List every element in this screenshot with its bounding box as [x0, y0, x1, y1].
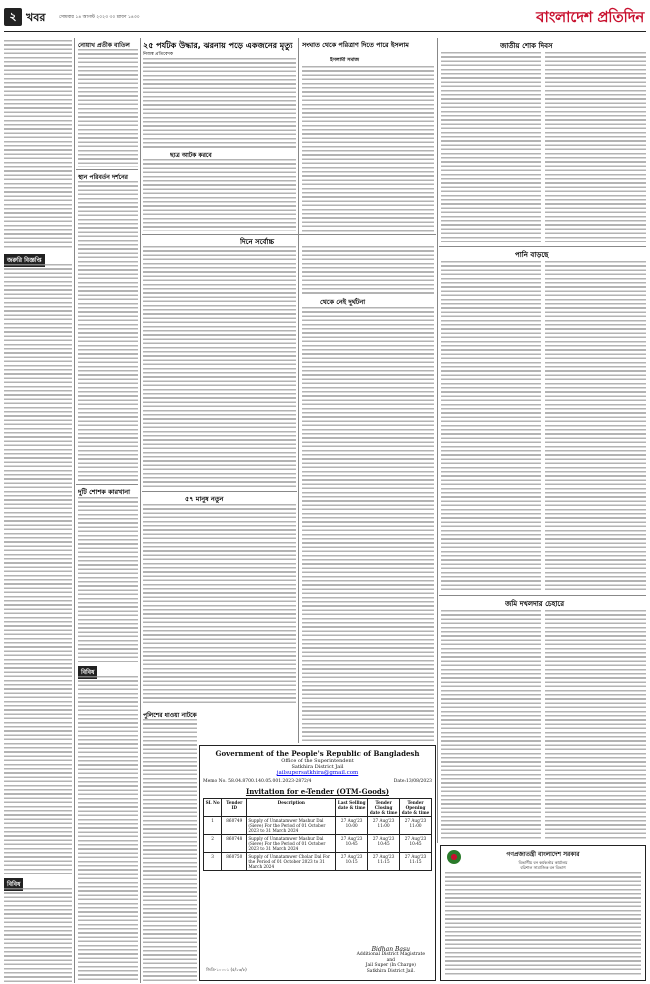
left-top-headline: নোয়াখ প্রতীক বাতিল — [78, 42, 130, 49]
left-top-story — [78, 49, 138, 167]
cell-opening: 27 Aug'23 10:45 — [400, 835, 432, 853]
cell-last-selling: 27 Aug'23 10:15 — [336, 853, 368, 871]
story-divider — [142, 234, 436, 235]
dengue-story — [302, 307, 434, 742]
cell-opening: 27 Aug'23 11:15 — [400, 853, 432, 871]
main-byline: নিজস্ব প্রতিবেদক — [143, 52, 174, 57]
col-tender-id: Tender ID — [222, 799, 247, 817]
table-row — [204, 817, 432, 835]
cathedral-headline: ছাত্র আটক করবে — [170, 152, 212, 159]
tender-table — [203, 798, 432, 871]
story-divider — [76, 484, 138, 485]
center-top-subhead: ইসলামী সমাজ — [330, 57, 360, 63]
sign-role-2: Jail Super (In Charge) — [365, 963, 416, 968]
column-rule — [74, 38, 75, 983]
story-divider — [439, 246, 646, 247]
gov-ad-title: গণপ্রজাতন্ত্রী বাংলাদেশ সরকার — [506, 851, 580, 858]
land-headline: জমি দখলদার চেহারে — [505, 600, 565, 608]
cell-sl: 2 — [204, 835, 222, 853]
ad-date: Date:13/08/2023 — [393, 779, 432, 784]
classifieds-block-2 — [4, 264, 72, 874]
land-story-b — [545, 610, 646, 840]
cell-last-selling: 27 Aug'23 10:45 — [336, 835, 368, 853]
column-rule — [437, 38, 438, 843]
cell-tender-id: 860749 — [222, 817, 247, 835]
ad-title: Invitation for e-Tender (OTM-Goods) — [245, 787, 390, 796]
story-divider — [142, 491, 297, 492]
newspaper-logo — [536, 6, 644, 30]
cell-sl: 1 — [204, 817, 222, 835]
left-mid-story — [78, 497, 138, 662]
misc-tab-2: বিবিধ — [78, 666, 97, 679]
table-row — [204, 835, 432, 853]
right-top-story-a — [441, 52, 541, 242]
tender-table-header — [204, 799, 432, 817]
ad-email-link[interactable]: jailsupersatkhira@gmail.com — [276, 770, 359, 776]
right-top-headline: জাতীয় শোক দিবস — [500, 42, 553, 50]
column-rule — [298, 38, 299, 743]
cathedral-story — [143, 159, 296, 231]
misc-block — [78, 676, 138, 982]
sign-role-1: and — [386, 957, 396, 963]
ad-signature-block — [357, 947, 425, 975]
column-rule — [140, 38, 141, 983]
masthead — [4, 6, 646, 32]
police-story — [143, 719, 197, 981]
ad-memo-row — [203, 779, 432, 784]
classified-tab: জরুরি বিজ্ঞপ্তি — [4, 254, 45, 267]
cell-description: Supply of Unnatamwer Cholar Dal For the Period of 01 October 2023 to 31 March 2024 — [247, 853, 336, 871]
ad-memo-number: Memo No. 58.04.8700.140.05.001.2023-2872/4 — [203, 779, 312, 784]
dengue-headline: থেকে নেই দুর্ঘটনা — [320, 298, 366, 306]
ad-jail: Satkhira District Jail — [291, 764, 344, 770]
classifieds-block-1 — [4, 40, 72, 250]
cell-last-selling: 27 Aug'23 10:00 — [336, 817, 368, 835]
fire-headline: স্থান পরিবর্তন দর্শনের — [78, 174, 128, 181]
ad-government: Government of the People's Republic of Bangladesh — [215, 749, 420, 758]
tender-advertisement — [199, 745, 436, 981]
ad-number: জিডি-১০০০১ (৫/১৩/৮) — [206, 967, 247, 972]
sign-office: Satkhira District Jail. — [366, 968, 415, 974]
main-story-body — [143, 58, 296, 148]
new-headline: ৫৭ মানুষ নতুন — [185, 495, 224, 503]
story-divider — [76, 169, 138, 170]
left-mid-headline: দুটি শোশক কারখানা — [78, 488, 131, 496]
day-story-right — [302, 246, 434, 294]
new-story — [143, 504, 296, 704]
gov-ad-sub2: বরিশাল সামাজিক বন বিভাগ — [520, 865, 566, 870]
col-closing: Tender Closing date & time — [368, 799, 400, 817]
cell-description: Supply of Unnatamwer Mashur Dal (Sieve) For the Period of 01 October 2023 to 31 March 2024 — [247, 835, 336, 853]
col-description: Description — [247, 799, 336, 817]
ad-office: Office of the Superintendent — [281, 758, 354, 764]
story-divider — [439, 595, 646, 596]
logo-text: বাংলাদেশ প্রতিদিন — [536, 7, 644, 26]
section-name: খবর — [26, 11, 46, 24]
col-last-selling: Last Selling date & time — [336, 799, 368, 817]
cell-tender-id: 860750 — [222, 853, 247, 871]
date-line: সোমবার ১৪ আগস্ট ২০২৩ ৩০ শ্রাবণ ১৪৩০ — [59, 15, 140, 20]
cell-closing: 27 Aug'23 11:15 — [368, 853, 400, 871]
cell-closing: 27 Aug'23 10:45 — [368, 835, 400, 853]
classifieds-block-3 — [4, 888, 72, 982]
water-headline: পানি বাড়ছে — [515, 251, 549, 259]
cell-tender-id: 860748 — [222, 835, 247, 853]
day-story-left — [143, 246, 296, 488]
gov-ad-sub: বিভাগীয় বন কর্মকর্তার কার্যালয় — [518, 860, 568, 865]
police-headline: পুলিশের ধাওয়া নাটকে — [143, 712, 197, 719]
water-story-b — [545, 261, 646, 591]
water-story-a — [441, 261, 541, 591]
main-headline: ২৫ পর্যটক উদ্ধার, ঝরনায় পড়ে একজনের মৃত্যু — [143, 41, 293, 50]
table-row — [204, 853, 432, 871]
bangladesh-emblem-icon — [447, 850, 461, 864]
misc-tab: বিবিধ — [4, 878, 23, 891]
center-top-story — [302, 66, 434, 232]
day-headline: দিনে সর্বোচ্চ — [240, 238, 275, 246]
cell-opening: 27 Aug'23 11:00 — [400, 817, 432, 835]
fire-story — [78, 181, 138, 481]
cell-sl: 3 — [204, 853, 222, 871]
col-opening: Tender Opening date & time — [400, 799, 432, 817]
cell-closing: 27 Aug'23 11:00 — [368, 817, 400, 835]
government-advertisement — [440, 845, 646, 981]
signature: Bidhan Basu — [371, 945, 410, 953]
cell-description: Supply of Unnatamwer Mashur Dal (Sieve) For the Period of 01 October 2023 to 31 March 2024 — [247, 817, 336, 835]
land-story-a — [441, 610, 541, 840]
gov-ad-body — [445, 872, 641, 976]
page-number: ২ — [4, 8, 22, 26]
right-top-story-b — [545, 52, 646, 242]
sign-title: Additional District Magistrate — [356, 952, 425, 957]
center-top-headline: সংঘাত থেকে পরিত্রাণ দিতে পারে ইসলাম — [302, 41, 409, 49]
col-sl: SL No — [204, 799, 222, 817]
